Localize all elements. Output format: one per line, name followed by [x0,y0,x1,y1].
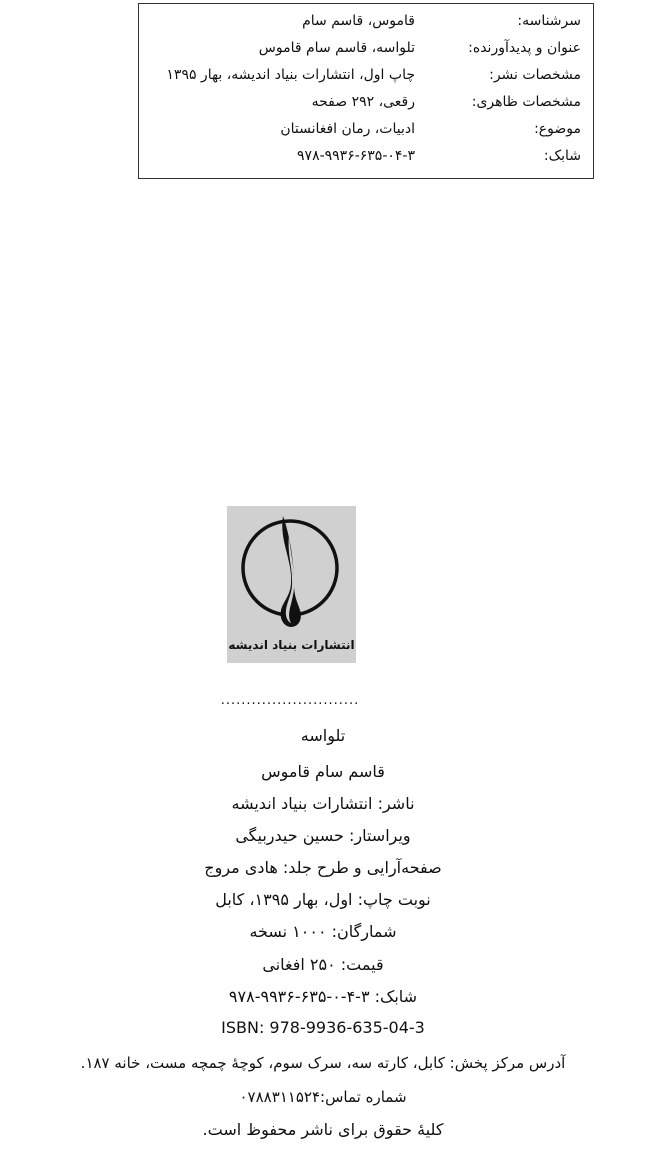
catalog-value: رقعی، ۲۹۲ صفحه [311,94,415,110]
price-line: قیمت: ۲۵۰ افغانی [262,955,384,974]
catalog-row-isbn [139,145,593,167]
isbn-persian-line: شابک: ۳-۴-۰-۶۳۵-۹۹۳۶-۹۷۸ [228,987,418,1006]
publisher-logo [227,506,356,663]
catalog-row-subject [139,118,593,140]
publisher-line: ناشر: انتشارات بنیاد اندیشه [231,794,415,813]
catalog-label: شابک: [543,148,581,164]
print-run-line: شمارگان: ۱۰۰۰ نسخه [249,922,397,941]
catalog-value: چاپ اول، انتشارات بنیاد اندیشه، بهار ۱۳۹۵ [166,67,415,83]
catalog-label: موضوع: [534,121,581,137]
catalog-label: مشخصات ظاهری: [471,94,581,110]
catalog-value: قاموس، قاسم سام [302,13,415,29]
catalog-label: سرشناسه: [517,13,581,29]
catalog-value: ۹۷۸-۹۹۳۶-۶۳۵-۰۴-۳ [297,148,415,164]
catalog-row-author [139,10,593,32]
catalog-row-title [139,37,593,59]
rights-line: کلیهٔ حقوق برای ناشر محفوظ است. [202,1120,444,1139]
book-author: قاسم سام قاموس [261,762,385,781]
catalog-row-physical [139,91,593,113]
publisher-logo-name: انتشارات بنیاد اندیشه [228,638,355,652]
isbn-latin-line: ISBN: 978-9936-635-04-3 [221,1018,425,1037]
editor-line: ویراستار: حسین حیدربیگی [235,826,411,845]
catalog-label: عنوان و پدیدآورنده: [468,40,581,56]
book-title: تلواسه [300,726,346,745]
edition-line: نوبت چاپ: اول، بهار ۱۳۹۵، کابل [215,890,431,909]
catalog-row-publication [139,64,593,86]
catalog-label: مشخصات نشر: [489,67,581,83]
separator: ........................... [220,693,360,708]
designer-line: صفحه‌آرایی و طرح جلد: هادی مروج [204,858,442,877]
address-line: آدرس مرکز پخش: کابل، کارته سه، سرک سوم، کوچهٔ چمچه مست، خانه ۱۸۷. [80,1054,566,1072]
catalog-value: تلواسه، قاسم سام قاموس [258,40,415,56]
catalog-info-box [138,3,594,179]
catalog-value: ادبیات، رمان افغانستان [280,121,415,137]
phone-line: شماره تماس:۰۷۸۸۳۱۱۵۲۴ [239,1088,407,1106]
